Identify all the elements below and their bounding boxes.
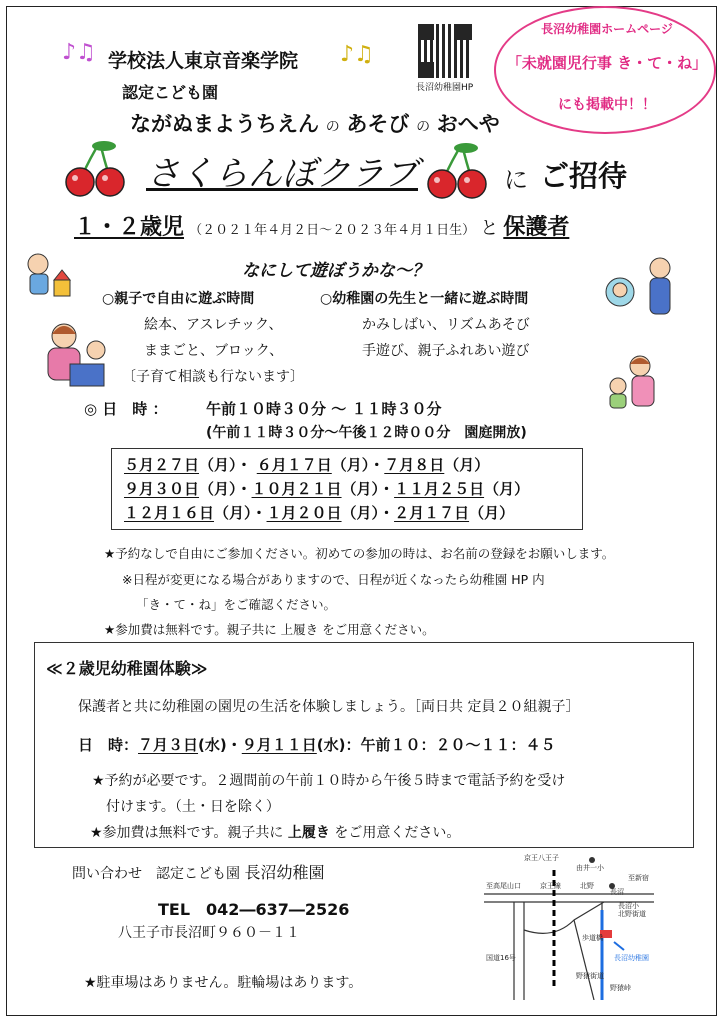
bubble-line2: 「未就園児行事 き・て・ね」 <box>506 54 708 72</box>
free-play-line2: ままごと、ブロック、 <box>144 343 284 359</box>
note-no-reservation: ★予約なしで自由にご参加ください。初めての参加の時は、お名前の登録をお願いします。 <box>104 546 615 561</box>
target-line: １・２歳児 （２０２１年４月２日～２０２３年４月１日生） と 保護者 <box>74 215 570 240</box>
qr-code <box>418 24 472 78</box>
invite-label: ご招待 <box>540 159 628 193</box>
map-label: 由井一小 <box>576 864 604 872</box>
homepage-bubble <box>494 6 716 134</box>
free-play-line1: 絵本、アスレチック、 <box>144 317 283 333</box>
consult-note: 〔子育て相談も行ないます〕 <box>122 369 304 385</box>
teacher-play-title: ○幼稚園の先生と一緒に遊ぶ時間 <box>320 291 529 307</box>
kodomoen-label: 認定こども園 <box>122 83 219 102</box>
school-corp-name: 学校法人東京音楽学院 <box>108 50 299 72</box>
contact-inquiry: 問い合わせ 認定こども園 長沼幼稚園 <box>72 863 325 882</box>
cherry-icon <box>60 138 130 198</box>
contact-address: 八王子市長沼町９６０－１１ <box>118 925 300 941</box>
trial-reservation: ★予約が必要です。２週間前の午前１０時から午後５時まで電話予約を受け <box>92 773 566 789</box>
teacher-play-line2: 手遊び、親子ふれあい遊び <box>362 343 530 359</box>
ni-label: に <box>504 166 528 194</box>
map-label: 至新宿 <box>628 874 649 882</box>
map-label: 長沼幼稚園 <box>614 954 649 962</box>
schedule-time: 午前１０時３０分 ～ １１時３０分 <box>206 400 442 418</box>
map-label: 野猿峠 <box>610 984 631 992</box>
free-play-title: ○親子で自由に遊ぶ時間 <box>102 291 255 307</box>
trial-reservation-cont: 付けます。（土・日を除く） <box>106 799 280 815</box>
child-blocks-illustration <box>20 250 74 304</box>
note-check-kitene: 「き・て・ね」をご確認ください。 <box>136 597 337 612</box>
teacher-play-line1: かみしばい、リズムあそび <box>362 317 530 333</box>
qr-caption: 長沼幼稚園HP <box>416 83 474 93</box>
map-label: 国道16号 <box>486 954 516 962</box>
map-label: 至高尾山口 <box>486 882 521 890</box>
trial-desc: 保護者と共に幼稚園の園児の生活を体験しましょう。［両日共 定員２０組親子］ <box>78 699 580 715</box>
map-label: 歩道橋 <box>582 934 603 942</box>
map-label: 北野 <box>580 882 594 890</box>
date-row: １２月１６日（月）・１月２０日（月）・２月１７日（月） <box>124 504 515 522</box>
map-label: 長沼 <box>610 888 624 896</box>
date-row: ５月２７日（月）・ ６月１７日（月）・７月８日（月） <box>124 456 490 474</box>
contact-tel: TEL 042―637―2526 <box>158 900 350 919</box>
cherry-icon <box>422 140 492 200</box>
map-label: 長沼小 <box>618 902 639 910</box>
date-row: ９月３０日（月）・１０月２１日（月）・１１月２５日（月） <box>124 480 530 498</box>
access-map <box>484 850 654 1000</box>
schedule-label: ◎ 日 時 ： <box>84 400 168 418</box>
mother-child-swing-illustration <box>600 254 680 324</box>
club-name: さくらんぼクラブ <box>146 154 418 194</box>
trial-fee: ★参加費は無料です。親子共に 上履き をご用意ください。 <box>90 825 461 841</box>
music-note-icon: ♪♫ <box>340 42 374 67</box>
play-heading: なにして遊ぼうかな～？ <box>242 261 429 281</box>
trial-date: 日 時：７月３日(水)・９月１１日(水)：午前１０：２０～１１：４５ <box>78 736 556 754</box>
trial-title: ≪２歳児幼稚園体験≫ <box>46 659 208 678</box>
map-label: 京王線 <box>540 882 561 890</box>
garden-open-time: (午前１１時３０分～午後１２時００分 園庭開放) <box>206 425 527 441</box>
bubble-line3: にも掲載中！！ <box>558 97 656 113</box>
music-note-icon: ♪♫ <box>62 40 96 65</box>
map-label: 北野街道 <box>618 910 646 918</box>
note-fee: ★参加費は無料です。親子共に 上履き をご用意ください。 <box>104 622 435 637</box>
map-label: 野猿街道 <box>576 972 604 980</box>
mother-baby-illustration <box>602 352 662 414</box>
bubble-line1: 長沼幼稚園ホームページ <box>541 22 673 36</box>
parking-note: ★駐車場はありません。駐輪場はあります。 <box>84 975 363 991</box>
note-schedule-change: ※日程が変更になる場合がありますので、日程が近くなったら幼稚園 HP 内 <box>122 572 545 587</box>
map-label: 京王八王子 <box>524 854 559 862</box>
room-title: ながぬまようちえん の あそび の おへや <box>130 112 500 136</box>
mother-reading-illustration <box>40 320 118 390</box>
